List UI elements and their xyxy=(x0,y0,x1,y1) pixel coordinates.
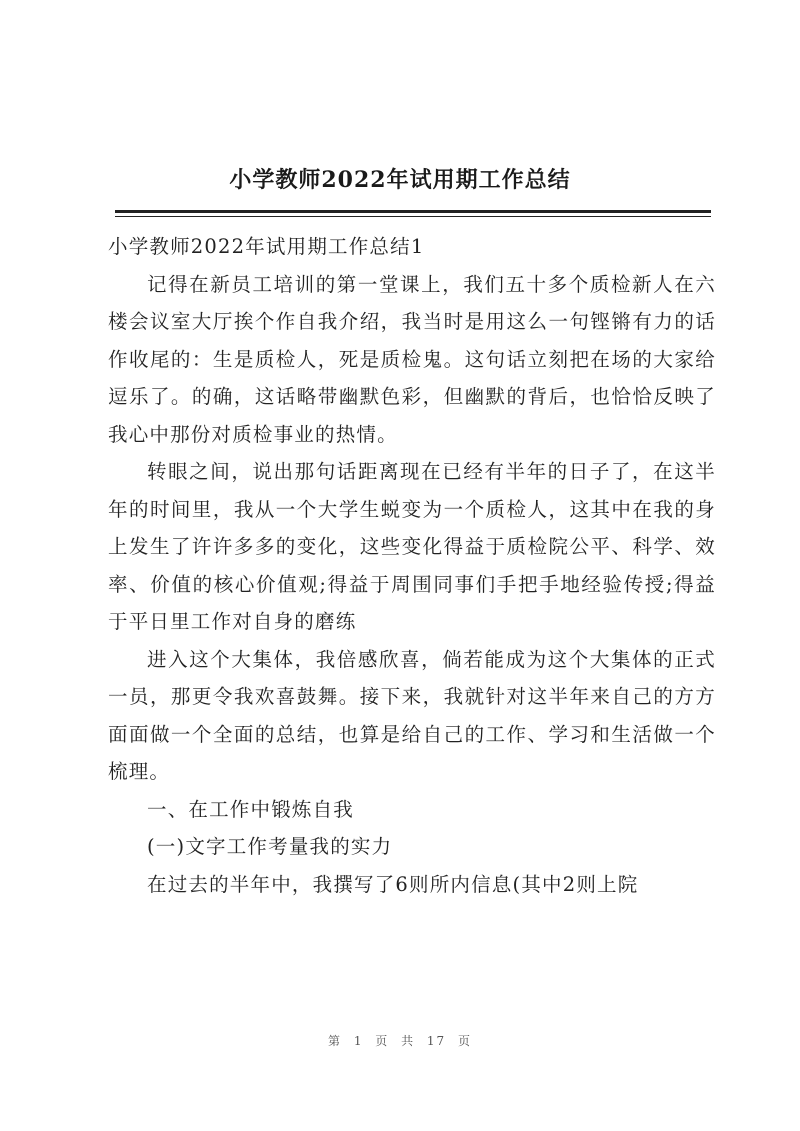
title-rule-thin xyxy=(115,216,711,217)
paragraph: 进入这个大集体，我倍感欣喜，倘若能成为这个大集体的正式一员，那更令我欢喜鼓舞。接下来，我就针对这半年来自己的方方面面做一个全面的总结，也算是给自己的工作、学习和生活做一个梳理。 xyxy=(108,647,716,783)
page-number: 第 1 页 共 17 页 xyxy=(328,1034,472,1048)
document-body xyxy=(108,228,716,903)
document-title: 小学教师2022年试用期工作总结 xyxy=(229,167,571,193)
subsection-heading: (一)文字工作考量我的实力 xyxy=(147,835,393,858)
section-heading: 一、在工作中锻炼自我 xyxy=(147,797,355,821)
paragraph: 转眼之间，说出那句话距离现在已经有半年的日子了，在这半年的时间里，我从一个大学生蜕变为一个质检人，这其中在我的身上发生了许许多多的变化，这些变化得益于质检院公平、科学、效率、价值的核心价值观;得益于周围同事们手把手地经验传授;得益于平日里工作对自身的磨练 xyxy=(108,460,716,633)
document-subtitle: 小学教师2022年试用期工作总结1 xyxy=(108,235,425,258)
paragraph: 在过去的半年中，我撰写了6则所内信息(其中2则上院 xyxy=(147,872,639,896)
paragraph: 记得在新员工培训的第一堂课上，我们五十多个质检新人在六楼会议室大厅挨个作自我介绍，我当时是用这么一句铿锵有力的话作收尾的：生是质检人，死是质检鬼。这句话立刻把在场的大家给逗乐了。的确，这话略带幽默色彩，但幽默的背后，也恰恰反映了我心中那份对质检事业的热情。 xyxy=(108,272,716,446)
title-rule-thick xyxy=(115,210,711,213)
